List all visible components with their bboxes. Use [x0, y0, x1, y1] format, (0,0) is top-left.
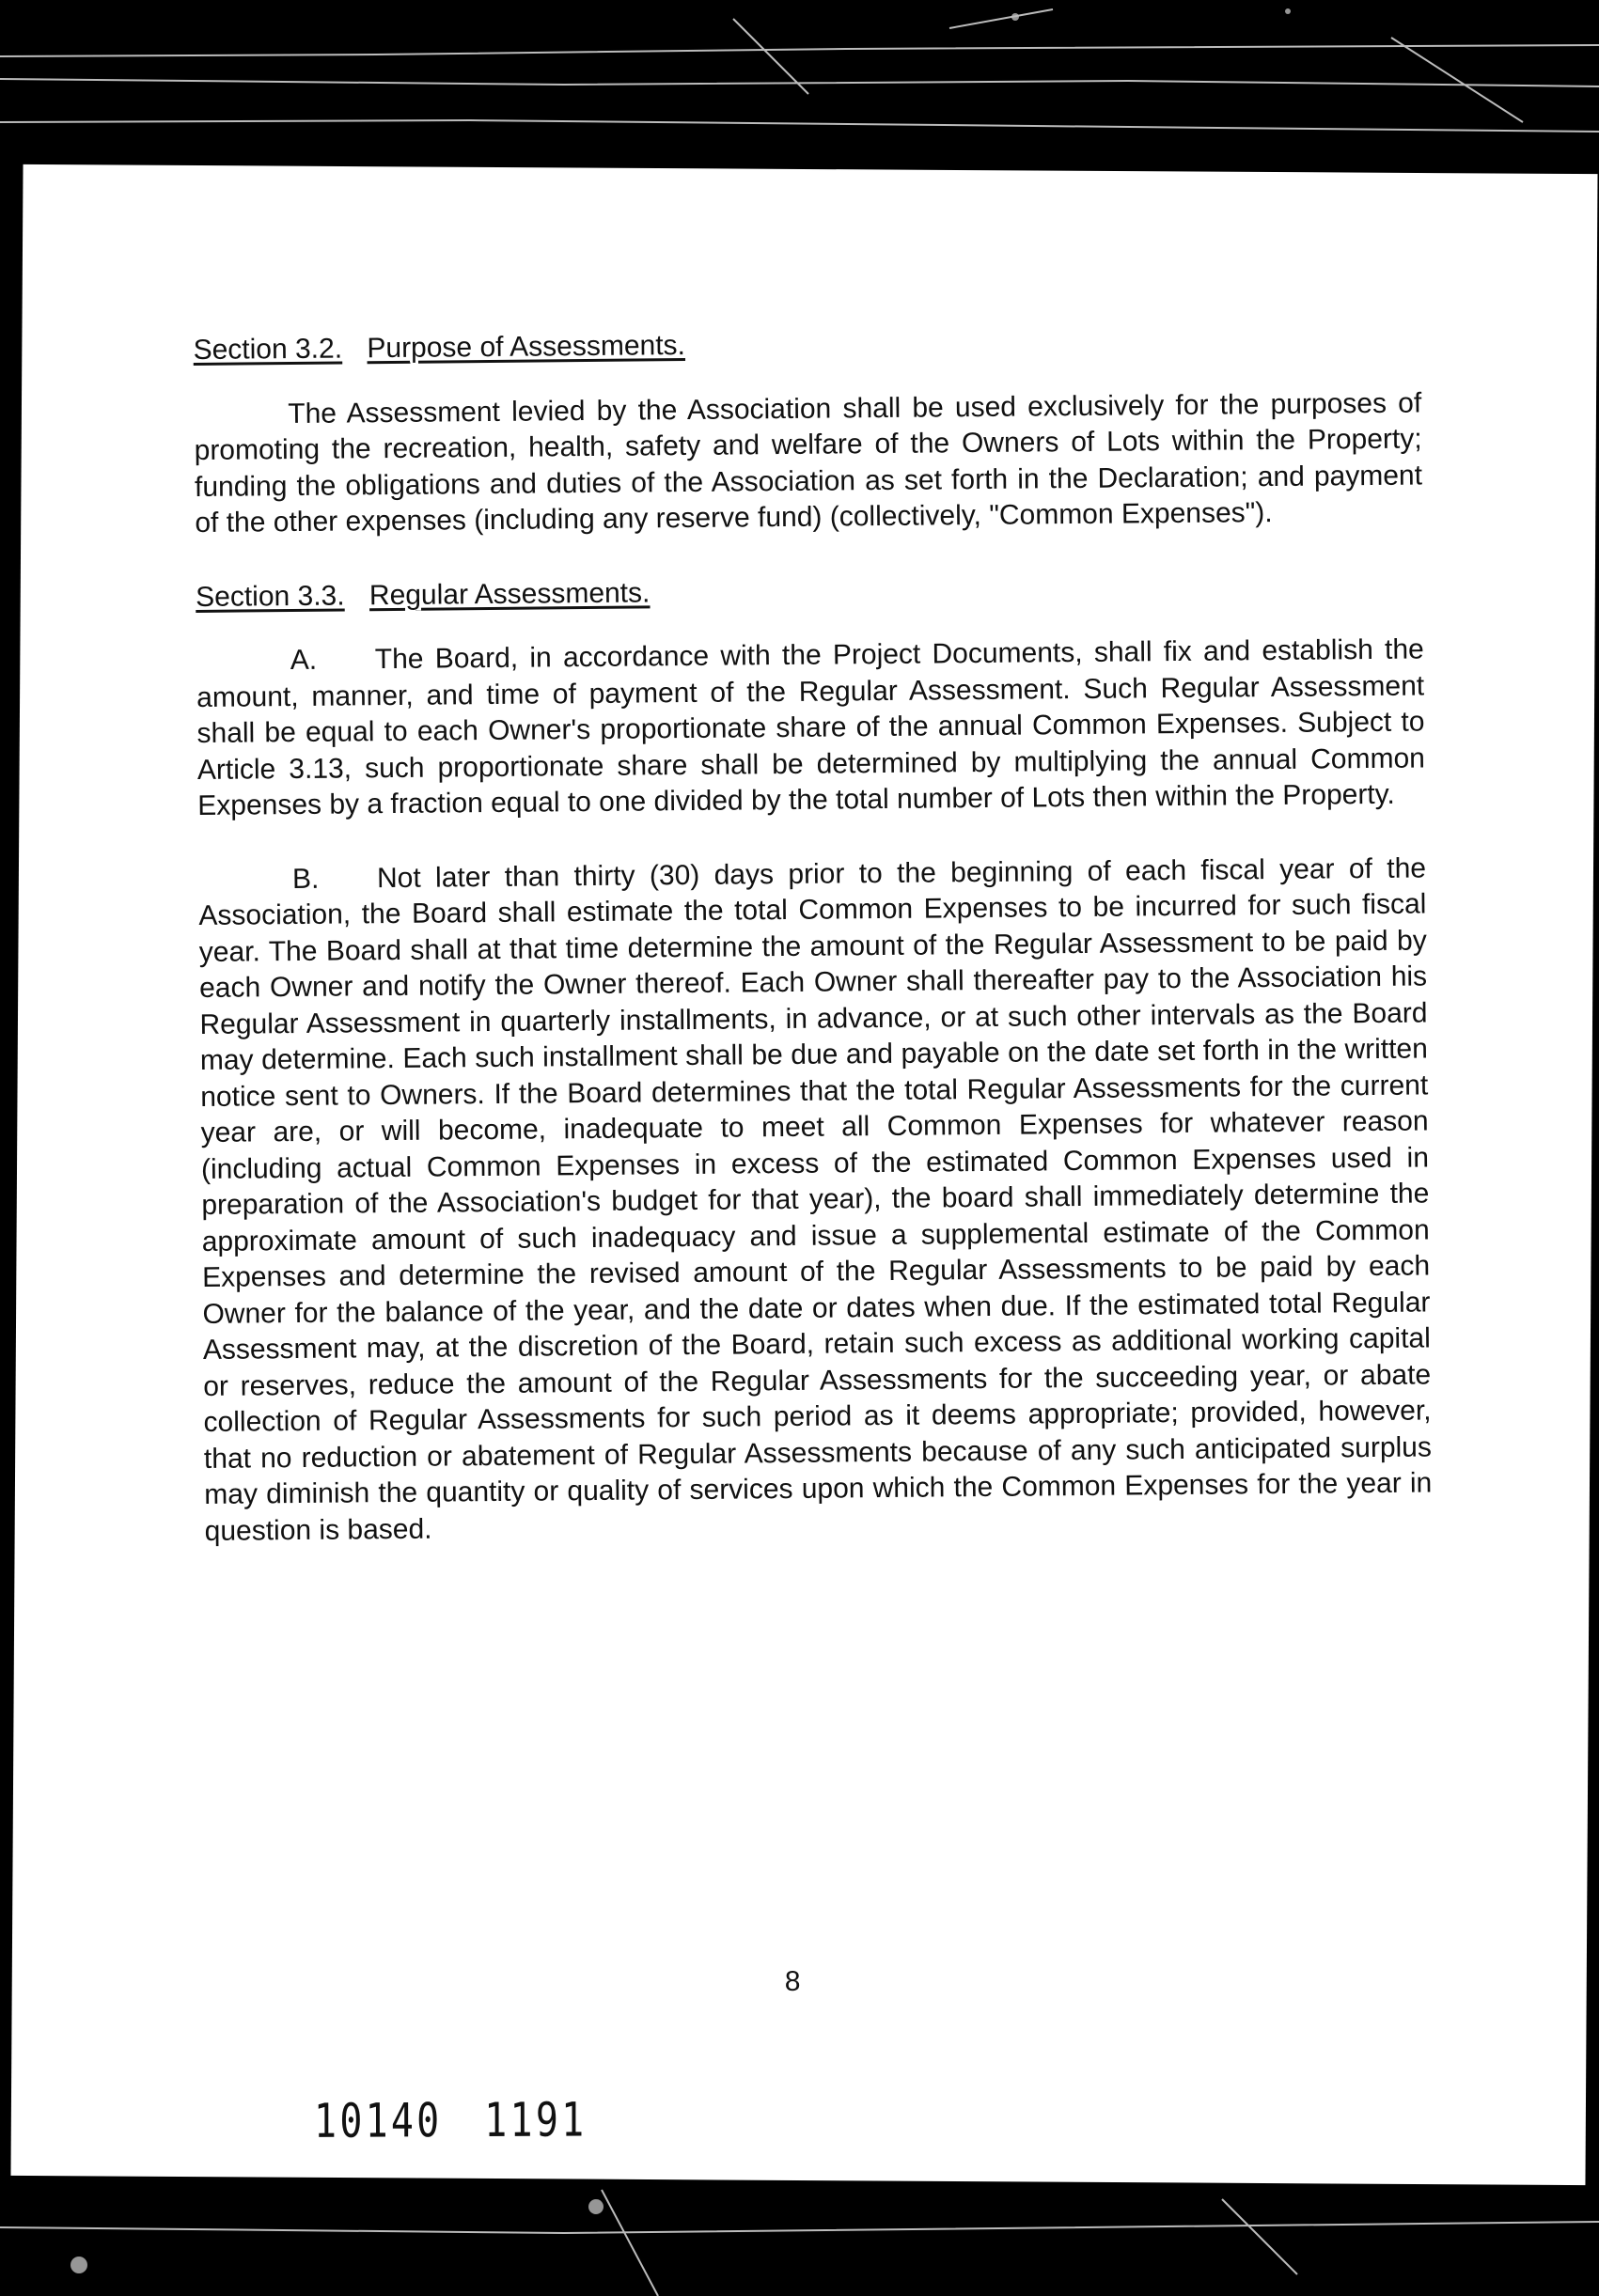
- stamp-left-number: 10140: [314, 2093, 443, 2148]
- paragraph-b: [198, 851, 1433, 1550]
- paragraph-text: The Board, in accordance with the Project Documents, shall fix and establish the amount, manner, and time of payment of the Regular Assessment. Such Regular Assessment shall be equal to each Owner's proportionate share of the annual Common Expenses. Subject to Article 3.13, such proportionate share shall be determined by multiplying the annual Common Expenses by a fraction equal to one divided by the total number of Lots then within the Property.: [196, 633, 1426, 821]
- paragraph-letter: B.: [291, 863, 320, 895]
- section-title: Purpose of Assessments.: [367, 329, 686, 365]
- section-title: Regular Assessments.: [368, 576, 651, 611]
- stamp-right-number: 1191: [484, 2092, 588, 2148]
- document-stamp-number: [314, 2092, 587, 2148]
- section-3-3-heading: [196, 568, 1423, 616]
- document-body: [193, 320, 1433, 1586]
- section-3-2-heading: [193, 320, 1420, 368]
- section-3-2-paragraph: The Assessment levied by the Association shall be used exclusively for the purposes of promoting the recreation, health, safety and welfare of the Owners of Lots within the Property; funding the obligations and duties of the Association as set forth in the Declaration; and payment of the other expenses (including any reserve fund) (collectively, "Common Expenses").: [194, 386, 1423, 539]
- paragraph-text: Not later than thirty (30) days prior to the beginning of each fiscal year of the Association, the Board shall estimate the total Common Expenses to be incurred for such fiscal year. The Board shall at that time determine the amount of the Regular Assessment to be paid by each Owner and notify the Owner thereof. Each Owner shall thereafter pay to the Association his Regular Assessment in quarterly installments, in advance, or at such other intervals as the Board may determine. Each such installment shall be due and payable on the date set forth in the written notice sent to Owners. If the Board determines that the total Regular Assessments for the current year are, or will become, inadequate to meet all Common Expenses for whatever reason (including actual Common Expenses in excess of the estimated Common Expenses used in preparation of the Association's budget for that year), the board shall immediately determine the approximate amount of such inadequacy and issue a supplemental estimate of the Common Expenses and determine the revised amount of the Regular Assessments to be paid by each Owner for the balance of the year, and the date or dates when due. If the estimated total Regular Assessment may, at the discretion of the Board, retain such excess as additional working capital or reserves, reduce the amount of the Regular Assessments for the succeeding year, or abate collection of Regular Assessments for such period as it deems appropriate; provided, however, that no reduction or abatement of Regular Assessments because of any such anticipated surplus may diminish the quantity or quality of services upon which the Common Expenses for the year in question is based.: [198, 851, 1433, 1547]
- paragraph-letter: A.: [290, 644, 318, 677]
- section-number: Section 3.2.: [193, 333, 343, 367]
- section-number: Section 3.3.: [196, 579, 345, 613]
- paragraph-a: [196, 632, 1426, 824]
- page-number: 8: [784, 1965, 801, 1997]
- document-page: [10, 164, 1597, 2185]
